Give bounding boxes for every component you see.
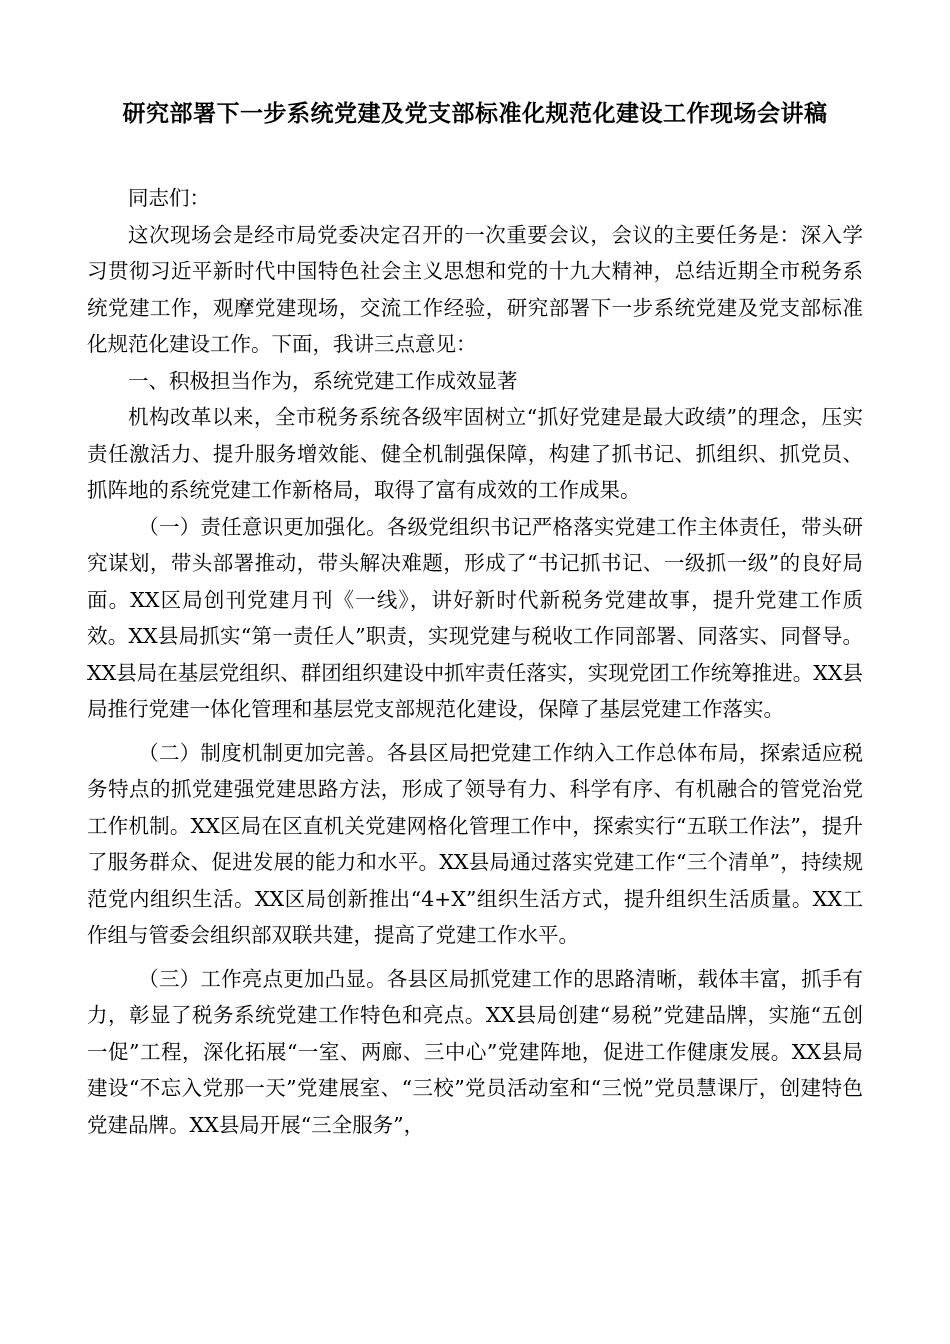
document-title: 研究部署下一步系统党建及党支部标准化规范化建设工作现场会讲稿 [122, 100, 828, 127]
document-body [87, 180, 863, 1143]
salutation: 同志们： [128, 186, 210, 210]
paragraph-intro: 这次现场会是经市局党委决定召开的一次重要会议，会议的主要任务是：深入学习贯彻习近平新时代中国特色社会主义思想和党的十九大精神，总结近期全市税务系统党建工作，观摩党建现场，交流工作经验，研究部署下一步系统党建及党支部标准化规范化建设工作。下面，我讲三点意见： [87, 222, 863, 356]
section-heading-1: 一、积极担当作为，系统党建工作成效显著 [128, 368, 518, 393]
paragraph-institutions: （二）制度机制更加完善。各县区局把党建工作纳入工作总体布局，探索适应税务特点的抓党建强党建思路方法，形成了领导有力、科学有序、有机融合的管党治党工作机制。XX区局在区直机关党建网格化管理工作中，探索实行“五联工作法”，提升了服务群众、促进发展的能力和水平。XX县局通过落实党建工作“三个清单”，持续规范党内组织生活。XX区局创新推出“4+X”组织生活方式，提升组织生活质量。XX工作组与管委会组织部双联共建，提高了党建工作水平。 [87, 740, 863, 947]
paragraph-section-1-intro: 机构改革以来，全市税务系统各级牢固树立“抓好党建是最大政绩”的理念，压实责任激活力、提升服务增效能、健全机制强保障，构建了抓书记、抓组织、抓党员、抓阵地的系统党建工作新格局，取得了富有成效的工作成果。 [87, 405, 863, 502]
paragraph-responsibility: （一）责任意识更加强化。各级党组织书记严格落实党建工作主体责任，带头研究谋划，带头部署推动，带头解决难题，形成了“书记抓书记、一级抓一级”的良好局面。XX区局创刊党建月刊《一线》，讲好新时代新税务党建故事，提升党建工作质效。XX县局抓实“第一责任人”职责，实现党建与税收工作同部署、同落实、同督导。XX县局在基层党组织、群团组织建设中抓牢责任落实，实现党团工作统筹推进。XX县局推行党建一体化管理和基层党支部规范化建设，保障了基层党建工作落实。 [87, 514, 863, 721]
paragraph-highlights: （三）工作亮点更加凸显。各县区局抓党建工作的思路清晰，载体丰富，抓手有力，彰显了税务系统党建工作特色和亮点。XX县局创建“易税”党建品牌，实施“五创一促”工程，深化拓展“一室、两廊、三中心”党建阵地，促进工作健康发展。XX县局建设“不忘入党那一天”党建展室、“三校”党员活动室和“三悦”党员慧课厅，创建特色党建品牌。XX县局开展“三全服务”， [87, 966, 863, 1137]
